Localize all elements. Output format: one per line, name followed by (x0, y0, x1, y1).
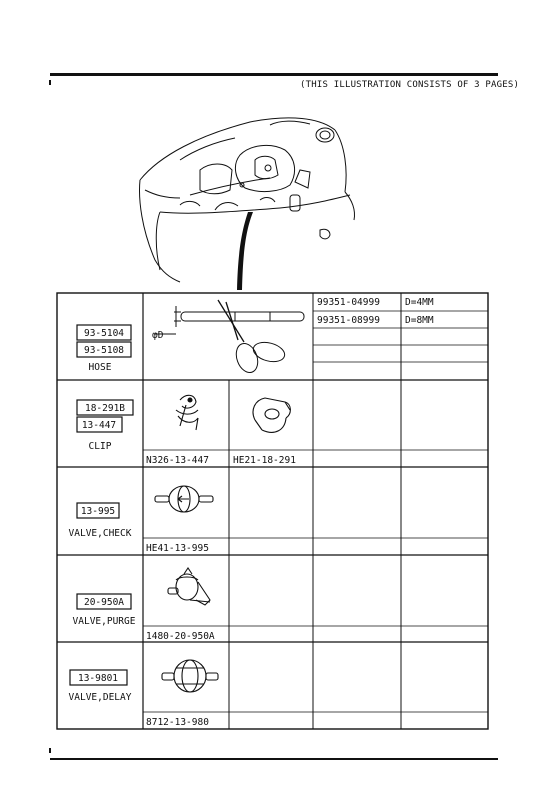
delay-part: 8712-13-980 (146, 717, 209, 728)
clip-code-1: 18-291B (84, 403, 126, 414)
check-part: HE41-13-995 (146, 543, 209, 554)
hose-part-2: 99351-08999 (317, 315, 380, 326)
row-hose (77, 297, 434, 376)
hose-size-2: D=8MM (405, 315, 434, 326)
check-name: VALVE,CHECK (68, 528, 132, 539)
check-code: 13-995 (80, 506, 116, 517)
hose-code-2: 93-5108 (83, 345, 125, 356)
bracket-clip-icon (253, 398, 290, 432)
hose-scissors-icon (154, 300, 304, 376)
delay-code: 13-9801 (77, 673, 119, 684)
row-valve-check (69, 486, 213, 554)
purge-part: 1480-20-950A (146, 631, 215, 642)
hose-code-1: 93-5104 (83, 328, 125, 339)
purge-valve-icon (168, 568, 210, 605)
row-valve-purge (73, 568, 215, 642)
illustration-note: (THIS ILLUSTRATION CONSISTS OF 3 PAGES) (300, 80, 520, 90)
check-valve-icon (155, 486, 213, 512)
clip-name: CLIP (88, 441, 112, 452)
page-corner-mark-bottom (49, 748, 51, 753)
hose-size-1: D=4MM (405, 297, 434, 308)
hose-dimension-label: φD (152, 330, 164, 341)
purge-code: 20-950A (83, 597, 125, 608)
purge-name: VALVE,PURGE (72, 616, 136, 627)
delay-valve-icon (162, 660, 218, 692)
spring-clip-icon (176, 395, 198, 430)
clip-part-2: HE21-18-291 (233, 455, 296, 466)
bottom-rule (50, 758, 498, 760)
clip-code-2: 13-447 (81, 420, 117, 431)
clip-part-1: N326-13-447 (146, 455, 209, 466)
delay-name: VALVE,DELAY (68, 692, 132, 703)
hose-part-1: 99351-04999 (317, 297, 380, 308)
row-clip (77, 395, 296, 466)
hose-name: HOSE (88, 362, 112, 373)
